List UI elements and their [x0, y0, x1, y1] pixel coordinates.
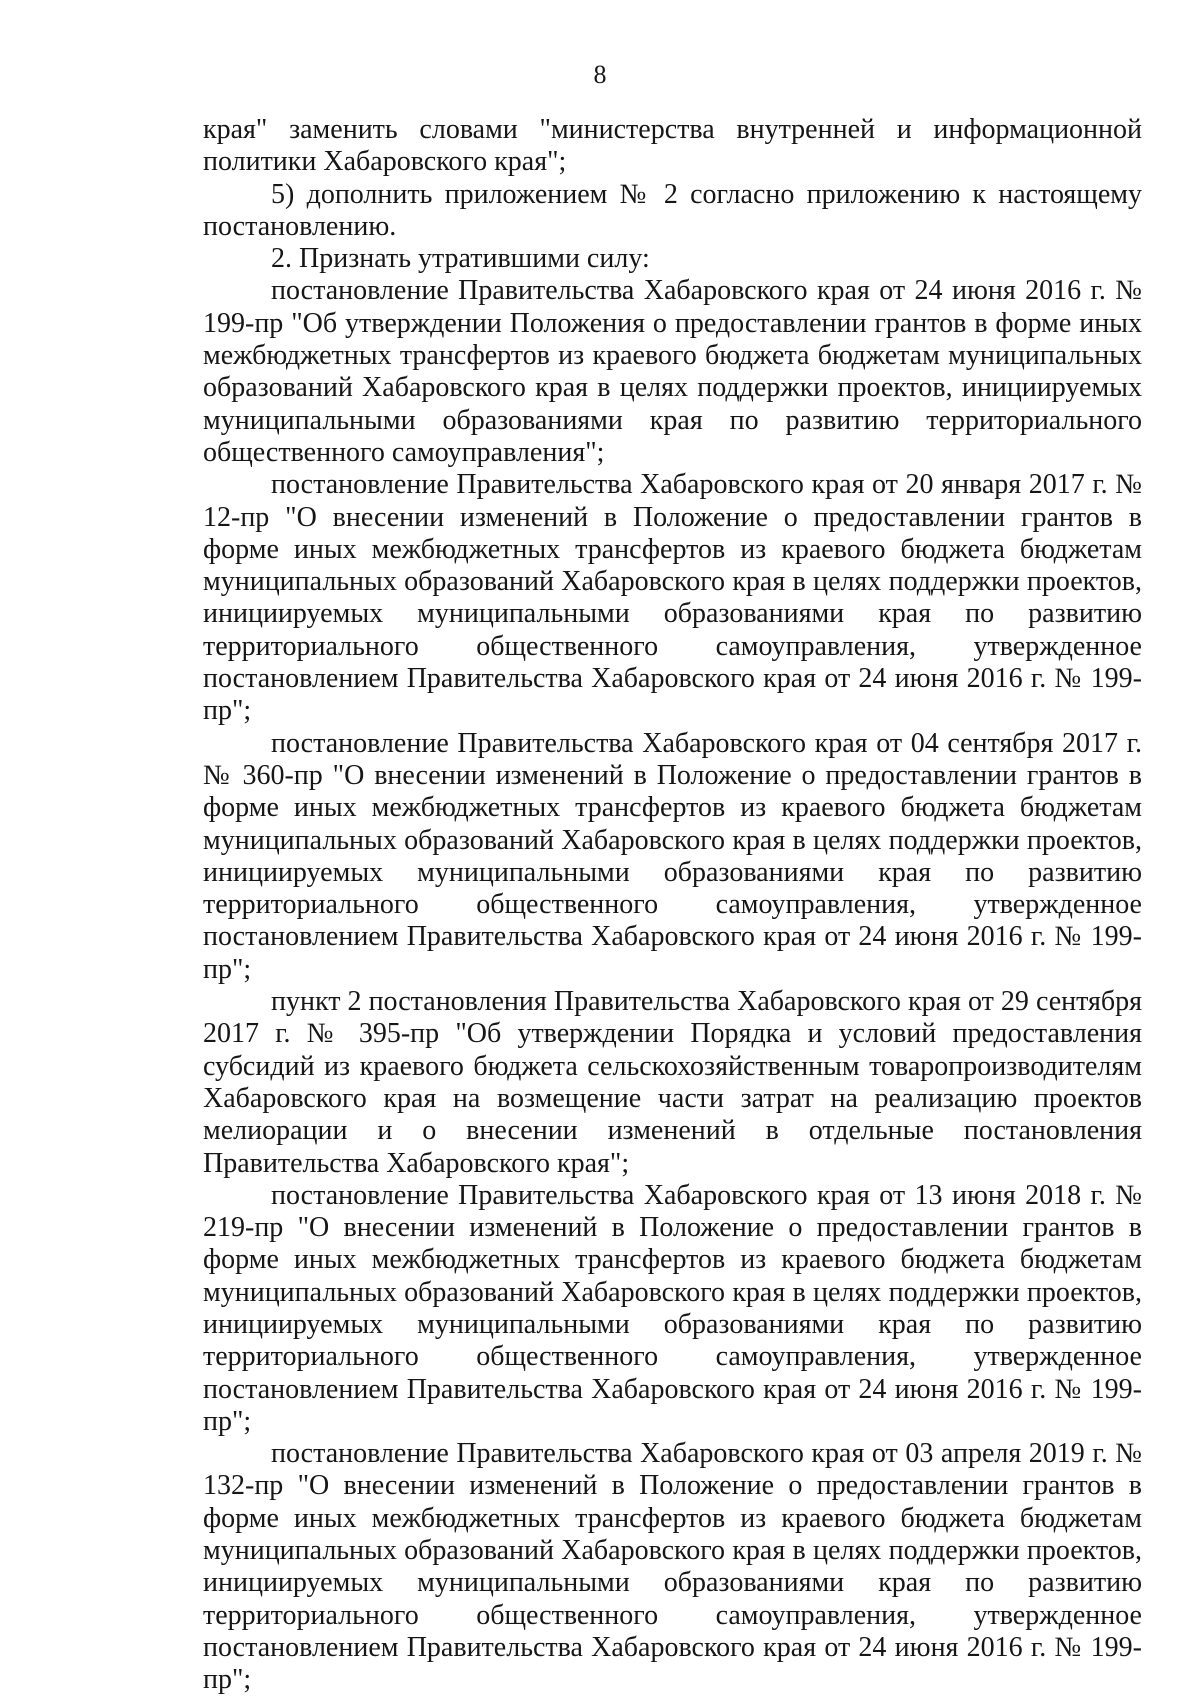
- paragraph-repealed-act-1: постановление Правительства Хабаровского края от 24 июня 2016 г. № 199-пр "Об утверждении Положения о предоставлении грантов в форме иных межбюджетных трансфертов из краевого бюджета бюджетам муниципальных образований Хабаровского края в целях поддержки проектов, инициируемых муниципальными образованиями края по развитию территориального общественного самоуправления";: [203, 275, 1142, 468]
- paragraph-item-5: 5) дополнить приложением № 2 согласно приложению к настоящему постановлению.: [203, 178, 1142, 242]
- page-number: 8: [593, 60, 607, 89]
- paragraph-repealed-act-4: пункт 2 постановления Правительства Хабаровского края от 29 сентября 2017 г. № 395-пр "Об утверждении Порядка и условий предоставления субсидий из краевого бюджета сельскохозяйственным товаропроизводителям Хабаровского края на возмещение части затрат на реализацию проектов мелиорации и о внесении изменений в отдельные постановления Правительства Хабаровского края";: [203, 986, 1142, 1179]
- paragraph-repealed-act-2: постановление Правительства Хабаровского края от 20 января 2017 г. № 12-пр "О внесении изменений в Положение о предоставлении грантов в форме иных межбюджетных трансфертов из краевого бюджета бюджетам муниципальных образований Хабаровского края в целях поддержки проектов, инициируемых муниципальными образованиями края по развитию территориального общественного самоуправления, утвержденное постановлением Правительства Хабаровского края от 24 июня 2016 г. № 199-пр";: [203, 469, 1142, 727]
- paragraph-repealed-act-6: постановление Правительства Хабаровского края от 03 апреля 2019 г. № 132-пр "О внесении изменений в Положение о предоставлении грантов в форме иных межбюджетных трансфертов из краевого бюджета бюджетам муниципальных образований Хабаровского края в целях поддержки проектов, инициируемых муниципальными образованиями края по развитию территориального общественного самоуправления, утвержденное постановлением Правительства Хабаровского края от 24 июня 2016 г. № 199-пр";: [203, 1438, 1142, 1696]
- paragraph-repealed-act-3: постановление Правительства Хабаровского края от 04 сентября 2017 г. № 360-пр "О внесении изменений в Положение о предоставлении грантов в форме иных межбюджетных трансфертов из краевого бюджета бюджетам муниципальных образований Хабаровского края в целях поддержки проектов, инициируемых муниципальными образованиями края по развитию территориального общественного самоуправления, утвержденное постановлением Правительства Хабаровского края от 24 июня 2016 г. № 199-пр";: [203, 727, 1142, 985]
- paragraph-clause-2: 2. Признать утратившими силу:: [271, 243, 650, 275]
- paragraph-repealed-act-5: постановление Правительства Хабаровского края от 13 июня 2018 г. № 219-пр "О внесении изменений в Положение о предоставлении грантов в форме иных межбюджетных трансфертов из краевого бюджета бюджетам муниципальных образований Хабаровского края в целях поддержки проектов, инициируемых муниципальными образованиями края по развитию территориального общественного самоуправления, утвержденное постановлением Правительства Хабаровского края от 24 июня 2016 г. № 199-пр";: [203, 1179, 1142, 1437]
- paragraph-continuation: края" заменить словами "министерства внутренней и информационной политики Хабаровского края";: [203, 114, 1142, 178]
- document-body: [203, 114, 1142, 1697]
